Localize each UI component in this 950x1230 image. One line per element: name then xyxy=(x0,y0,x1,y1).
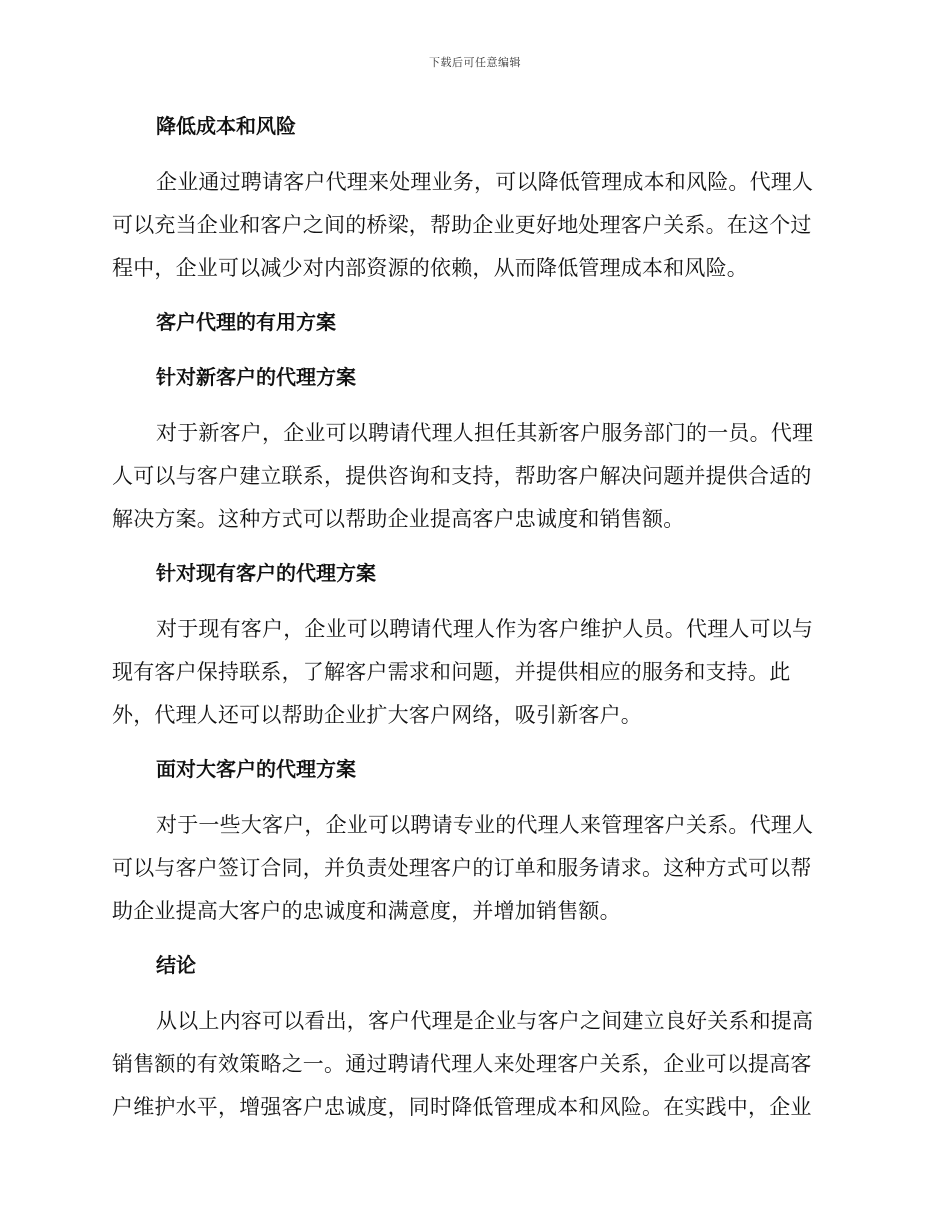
paragraph-line: 程中，企业可以减少对内部资源的依赖，从而降低管理成本和风险。 xyxy=(112,256,748,280)
section-heading: 针对新客户的代理方案 xyxy=(156,365,356,389)
paragraph-line: 助企业提高大客户的忠诚度和满意度，并增加销售额。 xyxy=(112,899,621,923)
section-heading: 客户代理的有用方案 xyxy=(156,310,336,334)
paragraph-line: 现有客户保持联系，了解客户需求和问题，并提供相应的服务和支持。此 xyxy=(112,660,791,684)
paragraph-line: 人可以与客户建立联系，提供咨询和支持，帮助客户解决问题并提供合适的 xyxy=(112,464,812,488)
section-heading: 结论 xyxy=(156,953,196,977)
paragraph-line: 对于新客户，企业可以聘请代理人担任其新客户服务部门的一员。代理 xyxy=(156,421,814,445)
section-heading: 降低成本和风险 xyxy=(156,114,296,138)
paragraph-line: 企业通过聘请客户代理来处理业务，可以降低管理成本和风险。代理人 xyxy=(156,170,814,194)
body-paragraph xyxy=(112,1000,830,1129)
body-paragraph xyxy=(112,412,830,541)
section-heading: 面对大客户的代理方案 xyxy=(156,757,356,781)
paragraph-line: 可以与客户签订合同，并负责处理客户的订单和服务请求。这种方式可以帮 xyxy=(112,856,812,880)
paragraph-line: 对于一些大客户，企业可以聘请专业的代理人来管理客户关系。代理人 xyxy=(156,813,814,837)
paragraph-line: 外，代理人还可以帮助企业扩大客户网络，吸引新客户。 xyxy=(112,703,642,727)
page-header: 下载后可任意编辑 xyxy=(429,56,521,69)
body-paragraph xyxy=(112,161,830,290)
paragraph-line: 销售额的有效策略之一。通过聘请代理人来处理客户关系，企业可以提高客 xyxy=(112,1052,812,1076)
paragraph-line: 户维护水平，增强客户忠诚度，同时降低管理成本和风险。在实践中，企业 xyxy=(112,1095,812,1119)
section-heading: 针对现有客户的代理方案 xyxy=(156,561,376,585)
paragraph-line: 可以充当企业和客户之间的桥梁，帮助企业更好地处理客户关系。在这个过 xyxy=(112,213,812,237)
body-paragraph xyxy=(112,608,830,737)
body-paragraph xyxy=(112,804,830,933)
paragraph-line: 对于现有客户，企业可以聘请代理人作为客户维护人员。代理人可以与 xyxy=(156,617,814,641)
paragraph-line: 解决方案。这种方式可以帮助企业提高客户忠诚度和销售额。 xyxy=(112,507,685,531)
paragraph-line: 从以上内容可以看出，客户代理是企业与客户之间建立良好关系和提高 xyxy=(156,1009,814,1033)
document-body xyxy=(112,106,830,1141)
